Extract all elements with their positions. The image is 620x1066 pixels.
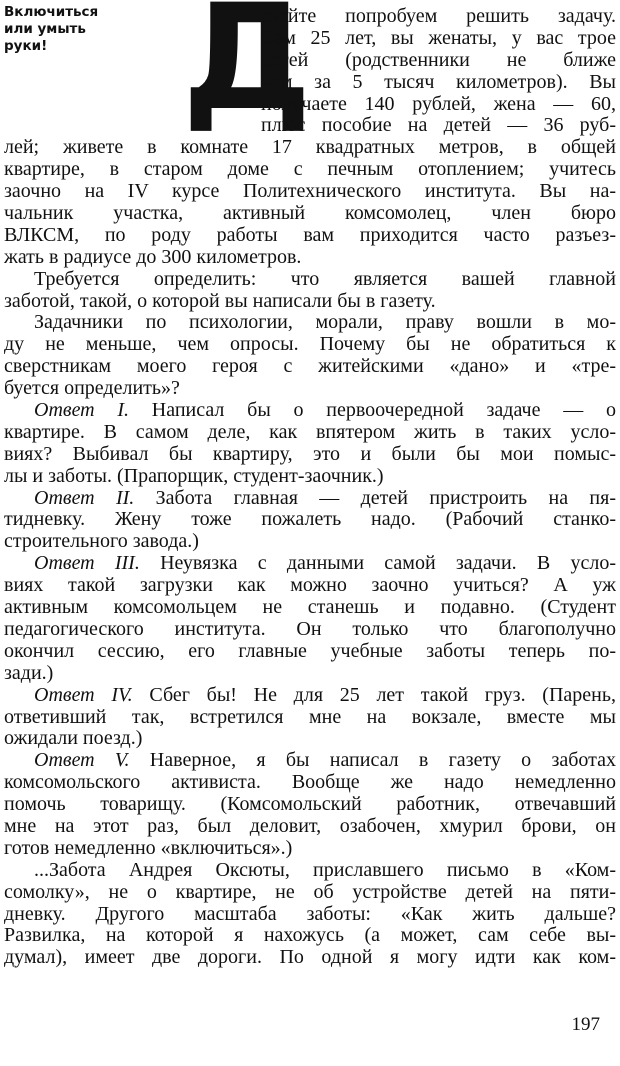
text-line: заочно на IV курсе Политехнического института. Вы на- xyxy=(4,180,616,203)
text-line: тидневку. Жену тоже пожалеть надо. (Рабочий станко- xyxy=(4,508,616,531)
text-line: зади.) xyxy=(4,661,54,684)
text-line: Вам 25 лет, вы женаты, у вас трое xyxy=(261,26,616,49)
answer-line xyxy=(4,400,616,422)
side-heading-line: или умыть xyxy=(4,21,86,37)
answer-text: Наверное, я бы написал в газету о заботах xyxy=(149,749,616,772)
text-line: буется определить»? xyxy=(4,377,180,400)
text-line: Развилка, на которой я нахожусь (а может, сам себе вы- xyxy=(4,924,616,947)
text-line: думал), имеет две дороги. По одной я могу идти как ком- xyxy=(4,946,616,969)
text-line: Требуется определить: что является вашей главной xyxy=(34,267,616,290)
text-line: чальник участка, активный комсомолец, член бюро xyxy=(4,202,616,225)
answer-label: Ответ IV. xyxy=(34,683,133,706)
text-line: дневку. Другого масштаба заботы: «Как жить дальше? xyxy=(4,902,616,925)
text-line: активным комсомольцем не станешь и подавно. (Студент xyxy=(4,596,616,619)
text-line: готов немедленно «включиться».) xyxy=(4,836,293,859)
answer-label: Ответ V. xyxy=(34,749,130,772)
text-line: Задачники по психологии, морали, праву вошли в мо- xyxy=(34,311,616,334)
drop-cap-letter: Д xyxy=(182,0,313,143)
text-line: чем за 5 тысяч километров). Вы xyxy=(261,70,616,93)
text-line: ...Забота Андрея Оксюты, приславшего письмо в «Ком- xyxy=(34,858,616,881)
text-line: получаете 140 рублей, жена — 60, xyxy=(261,92,616,115)
answer-text: Забота главная — детей пристроить на пя- xyxy=(155,486,616,509)
answer-label: Ответ II. xyxy=(34,486,135,509)
text-line: плюс пособие на детей — 36 руб- xyxy=(261,114,616,137)
text-line: комсомольского активиста. Вообще же надо немедленно xyxy=(4,771,616,794)
text-line: лей; живете в комнате 17 квадратных метров, в общей xyxy=(4,136,616,159)
text-line: квартире. В самом деле, как впятером жить в таких усло- xyxy=(4,420,616,443)
text-line: ВЛКСМ, по роду работы вам приходится часто разъез- xyxy=(4,223,616,246)
text-line: жать в радиусе до 300 километров. xyxy=(4,245,302,268)
answer-label: Ответ I. xyxy=(34,399,130,422)
body-text xyxy=(4,0,617,969)
text-line: виях? Выбивал бы квартиру, это и были бы мои помыс- xyxy=(4,442,616,465)
answer-line xyxy=(4,750,616,772)
answer-text: Неувязка с данными самой задачи. В усло- xyxy=(160,552,617,575)
answer-text: Сбег бы! Не для 25 лет такой груз. (Парень, xyxy=(149,683,616,706)
text-line: сверстникам моего героя с житейскими «дано» и «тре- xyxy=(4,355,616,378)
text-line: ответивший так, встретился мне на вокзале, вместе мы xyxy=(4,705,616,728)
text-line: ду не меньше, чем опросы. Почему бы не обратиться к xyxy=(4,333,616,356)
answer-line xyxy=(4,488,616,510)
answer-line xyxy=(4,553,616,575)
side-heading-line: руки! xyxy=(4,38,48,54)
text-line: детей (родственники не ближе xyxy=(261,48,616,71)
text-line: педагогического института. Он только что благополучно xyxy=(4,617,616,640)
text-line: квартире, в старом доме с печным отоплением; учитесь xyxy=(4,158,616,181)
text-line: заботой, такой, о которой вы написали бы в газету. xyxy=(4,289,436,312)
text-line: окончил сессию, его главные учебные заботы теперь по- xyxy=(4,639,616,662)
text-line: виях такой загрузки как можно заочно учиться? А уж xyxy=(4,574,616,597)
side-heading-line: Включиться xyxy=(4,4,99,20)
answer-line xyxy=(4,685,616,707)
text-line: сомолку», не о квартире, не об устройстве детей на пяти- xyxy=(4,880,616,903)
page-number: 197 xyxy=(571,1014,600,1035)
answer-text: Написал бы о первоочередной задаче — о xyxy=(151,399,616,422)
text-line: ожидали поезд.) xyxy=(4,727,143,750)
answer-label: Ответ III. xyxy=(34,552,140,575)
text-line: строительного завода.) xyxy=(4,530,199,553)
text-line: помочь товарищу. (Комсомольский работник, отвечавший xyxy=(4,793,616,816)
text-line: авайте попробуем решить задачу. xyxy=(261,5,616,27)
text-line: мне на этот раз, был деловит, озабочен, хмурил брови, он xyxy=(4,814,616,837)
text-line: лы и заботы. (Прапорщик, студент-заочник.) xyxy=(4,464,384,487)
